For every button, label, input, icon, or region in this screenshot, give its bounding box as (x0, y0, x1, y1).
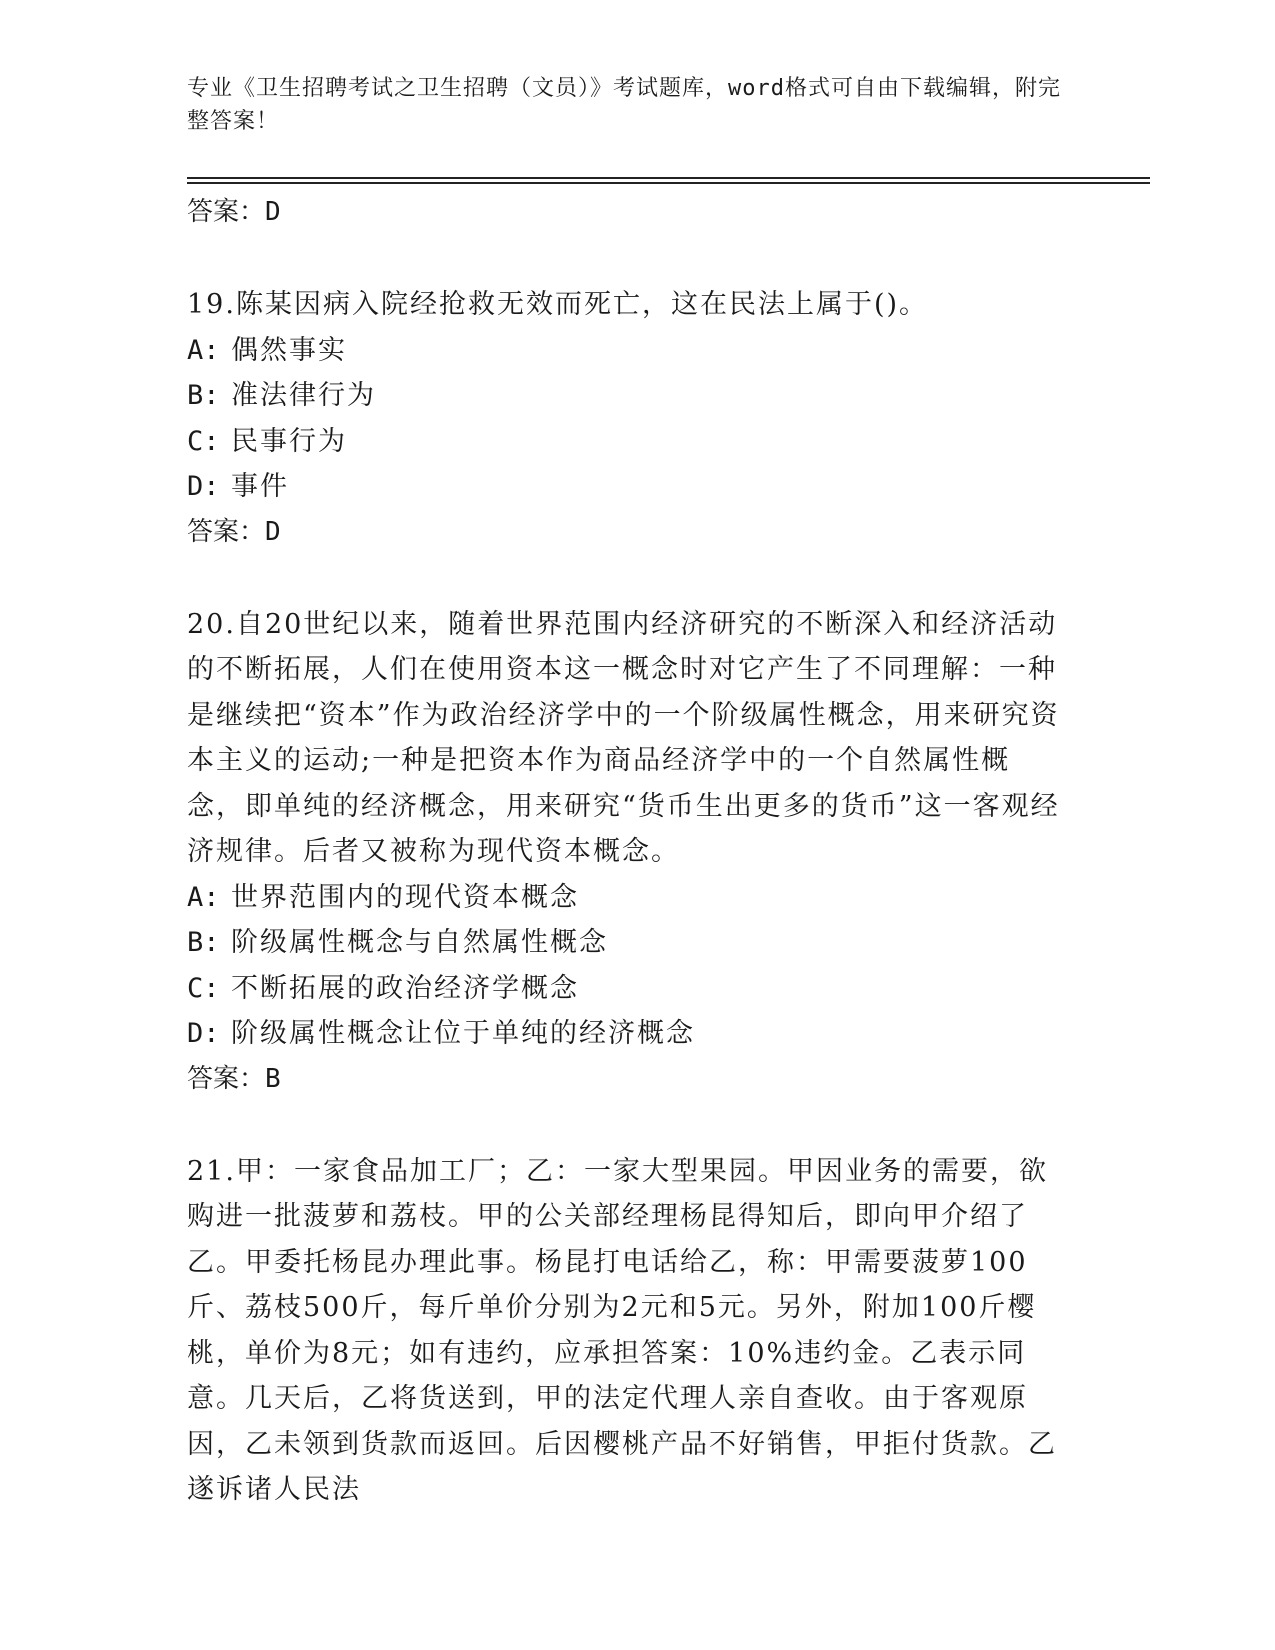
option-text: 民事行为 (231, 425, 347, 457)
question-text: 20.自20世纪以来，随着世界范围内经济研究的不断深入和经济活动的不断拓展，人们在使用资本这一概念时对它产生了不同理解：一种是继续把“资本”作为政治经济学中的一个阶级属性概念，用来研究资本主义的运动;一种是把资本作为商品经济学中的一个自然属性概念，即单纯的经济概念，用来研究“货币生出更多的货币”这一客观经济规律。后者又被称为现代资本概念。 (187, 608, 1060, 867)
option-text: 准法律行为 (231, 380, 376, 411)
option-key: B: (187, 380, 220, 411)
header-divider (187, 177, 1150, 179)
question-list (187, 190, 1067, 1513)
spacer (187, 234, 1067, 282)
option-d (187, 1011, 1067, 1057)
option-c (187, 966, 1067, 1012)
header-divider-second (187, 182, 1150, 184)
option-b (187, 373, 1067, 419)
spacer (187, 1101, 1067, 1149)
question-text: 19.陈某因病入院经抢救无效而死亡，这在民法上属于()。 (187, 289, 929, 320)
option-key: D: (187, 471, 220, 502)
answer-line: 答案：D (187, 197, 281, 227)
option-text: 阶级属性概念让位于单纯的经济概念 (231, 1018, 695, 1049)
option-text: 世界范围内的现代资本概念 (231, 881, 579, 913)
spacer (187, 554, 1067, 602)
option-text: 阶级属性概念与自然属性概念 (231, 927, 608, 958)
option-key: A: (187, 881, 220, 913)
option-text: 事件 (231, 471, 289, 502)
option-text: 不断拓展的政治经济学概念 (231, 972, 579, 1004)
option-a (187, 328, 1067, 374)
option-key: D: (187, 1018, 220, 1049)
option-d (187, 464, 1067, 510)
option-key: B: (187, 927, 220, 958)
option-key: C: (187, 425, 220, 457)
header-text: 专业《卫生招聘考试之卫生招聘（文员）》考试题库，word格式可自由下载编辑，附完整答案！ (187, 76, 1061, 134)
option-c (187, 419, 1067, 465)
answer-line: 答案：B (187, 1063, 281, 1094)
option-text: 偶然事实 (231, 334, 347, 366)
option-key: C: (187, 972, 220, 1004)
option-a (187, 875, 1067, 921)
answer-line: 答案：D (187, 516, 281, 547)
option-b (187, 920, 1067, 966)
question-text: 21.甲：一家食品加工厂；乙：一家大型果园。甲因业务的需要，欲购进一批菠萝和荔枝。甲的公关部经理杨昆得知后，即向甲介绍了乙。甲委托杨昆办理此事。杨昆打电话给乙，称：甲需要菠萝100斤、荔枝500斤，每斤单价分别为2元和5元。另外，附加100斤樱桃，单价为8元；如有违约，应承担答案：10%违约金。乙表示同意。几天后，乙将货送到，甲的法定代理人亲自查收。由于客观原因，乙未领到货款而返回。后因樱桃产品不好销售，甲拒付货款。乙遂诉诸人民法 (187, 1155, 1057, 1505)
option-key: A: (187, 334, 220, 366)
document-header (187, 72, 1067, 138)
